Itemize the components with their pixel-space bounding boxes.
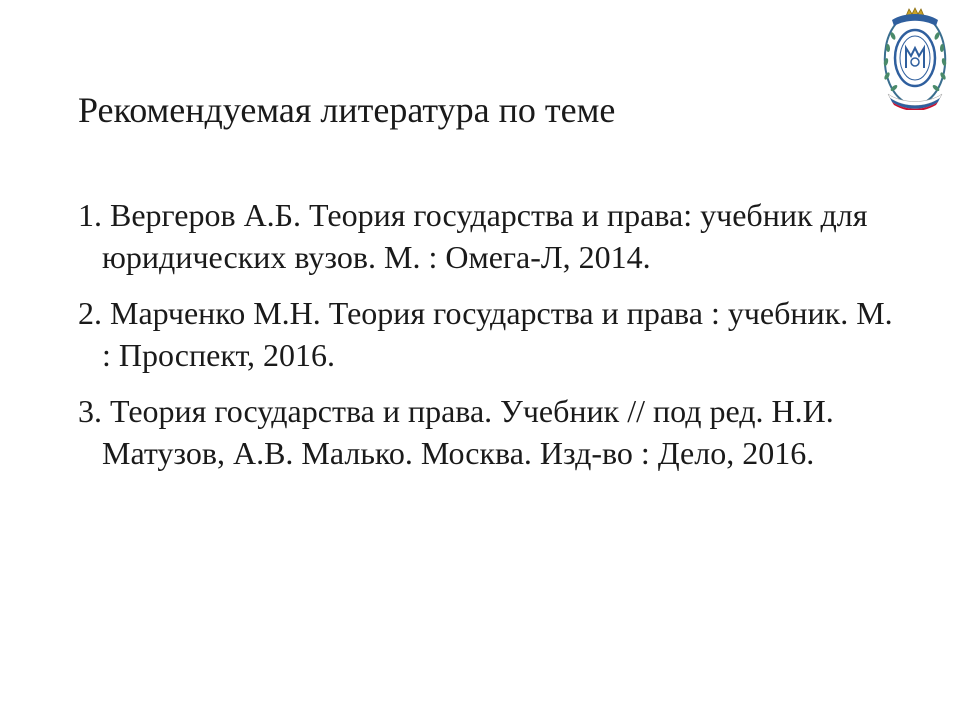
slide-title: Рекомендуемая литература по теме: [78, 90, 616, 130]
reference-item-3: 3. Теория государства и права. Учебник // под ред. Н.И. Матузов, А.В. Малько. Москва. Изд-во : Дело, 2016.: [78, 393, 834, 471]
reference-item-1: 1. Вергеров А.Б. Теория государства и права: учебник для юридических вузов. М. : Омега-Л, 2014.: [78, 197, 868, 275]
reference-item-2: 2. Марченко М.Н. Теория государства и права : учебник. М. : Проспект, 2016.: [78, 295, 893, 373]
university-emblem-icon: [878, 6, 952, 110]
reference-list: [78, 194, 898, 488]
